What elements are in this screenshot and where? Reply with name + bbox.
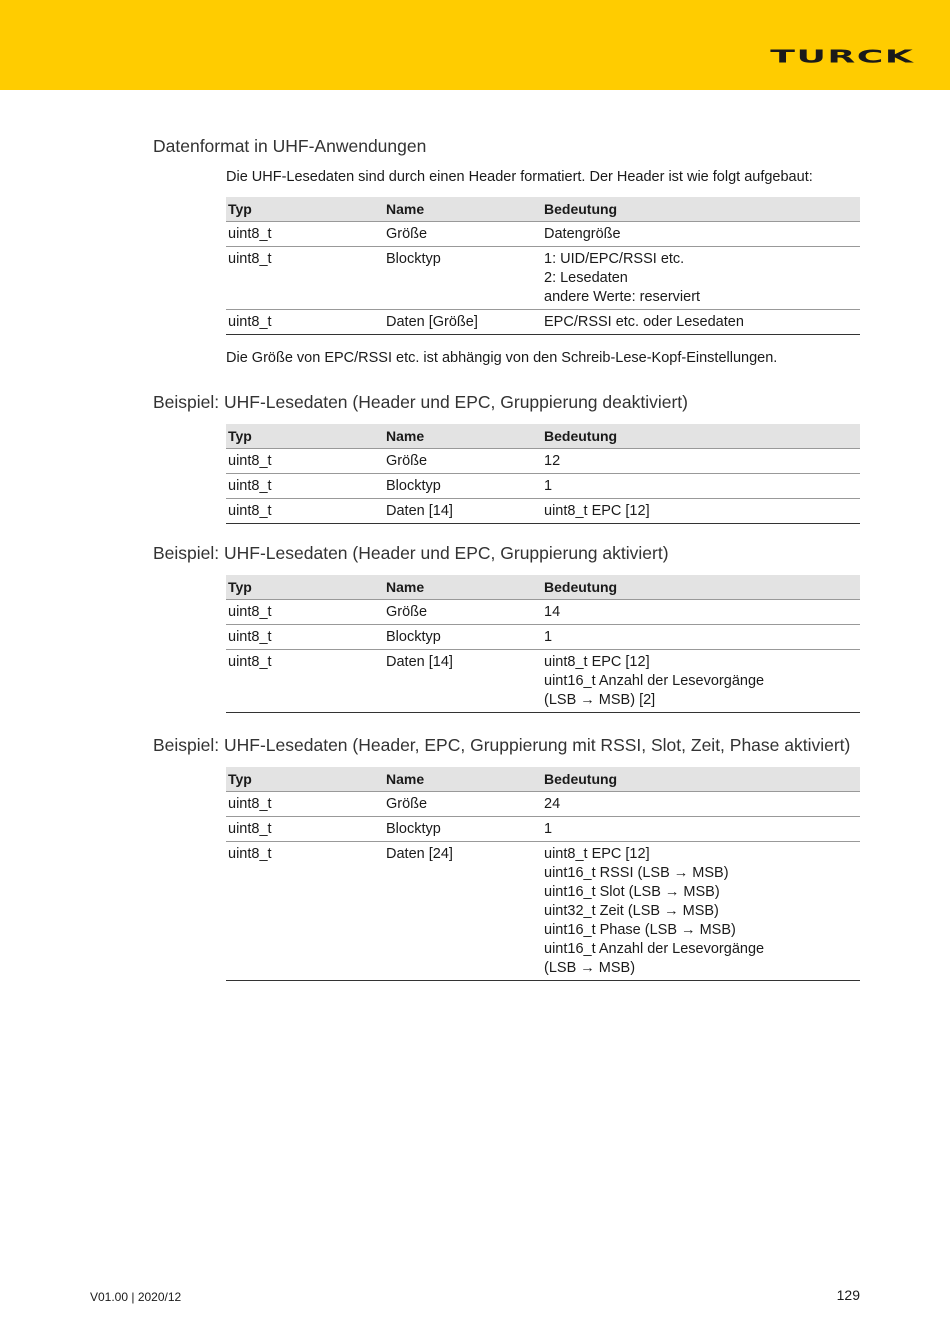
name-cell: Daten [24] — [384, 842, 542, 981]
meaning-cell — [542, 792, 860, 817]
meaning-cell — [542, 842, 860, 981]
meaning-cell — [542, 474, 860, 499]
meaning-line: (LSB → MSB) — [544, 960, 636, 976]
table-row — [226, 247, 860, 310]
name-cell: Größe — [384, 792, 542, 817]
section-heading: Datenformat in UHF-Anwendungen — [153, 136, 427, 156]
column-header: Name — [384, 424, 542, 449]
column-header: Bedeutung — [542, 197, 860, 222]
meaning-line: 2: Lesedaten — [544, 270, 628, 286]
example-table — [226, 767, 860, 981]
meaning-line: 24 — [544, 796, 561, 812]
column-header: Name — [384, 197, 542, 222]
turck-logo: TURCK — [769, 46, 914, 67]
type-cell: uint8_t — [226, 474, 384, 499]
name-cell: Daten [14] — [384, 650, 542, 713]
column-header: Bedeutung — [542, 767, 860, 792]
meaning-line: (LSB → MSB) [2] — [544, 692, 656, 708]
table-row — [226, 474, 860, 499]
table-row — [226, 499, 860, 524]
column-header: Bedeutung — [542, 575, 860, 600]
meaning-line: 1: UID/EPC/RSSI etc. — [544, 251, 685, 267]
type-cell: uint8_t — [226, 247, 384, 310]
table-header-row — [226, 575, 860, 600]
type-cell: uint8_t — [226, 222, 384, 247]
table-row — [226, 310, 860, 335]
table-row — [226, 650, 860, 713]
meaning-cell — [542, 499, 860, 524]
section-intro: Die UHF-Lesedaten sind durch einen Header formatiert. Der Header ist wie folgt aufgebaut: — [226, 169, 813, 185]
meaning-line: uint16_t Slot (LSB → MSB) — [544, 884, 720, 900]
meaning-cell — [542, 310, 860, 335]
table-row — [226, 449, 860, 474]
meaning-cell — [542, 449, 860, 474]
table-row — [226, 625, 860, 650]
meaning-line: uint32_t Zeit (LSB → MSB) — [544, 903, 719, 919]
name-cell: Blocktyp — [384, 817, 542, 842]
name-cell: Daten [14] — [384, 499, 542, 524]
type-cell: uint8_t — [226, 310, 384, 335]
column-header: Bedeutung — [542, 424, 860, 449]
column-header: Typ — [226, 767, 384, 792]
type-cell: uint8_t — [226, 625, 384, 650]
column-header: Typ — [226, 424, 384, 449]
type-cell: uint8_t — [226, 842, 384, 981]
table-header-row — [226, 767, 860, 792]
name-cell: Daten [Größe] — [384, 310, 542, 335]
table-row — [226, 792, 860, 817]
name-cell: Blocktyp — [384, 247, 542, 310]
meaning-line: uint8_t EPC [12] — [544, 503, 650, 519]
meaning-line: Datengröße — [544, 226, 621, 242]
name-cell: Blocktyp — [384, 474, 542, 499]
column-header: Typ — [226, 197, 384, 222]
meaning-cell — [542, 600, 860, 625]
name-cell: Blocktyp — [384, 625, 542, 650]
section-note: Die Größe von EPC/RSSI etc. ist abhängig von den Schreib-Lese-Kopf-Einstellungen. — [226, 350, 778, 366]
meaning-line: 14 — [544, 604, 561, 620]
section-heading: Beispiel: UHF-Lesedaten (Header und EPC, Gruppierung aktiviert) — [153, 543, 669, 563]
name-cell: Größe — [384, 449, 542, 474]
type-cell: uint8_t — [226, 650, 384, 713]
table-row — [226, 222, 860, 247]
column-header: Typ — [226, 575, 384, 600]
column-header: Name — [384, 575, 542, 600]
header-table — [226, 197, 860, 335]
type-cell: uint8_t — [226, 792, 384, 817]
meaning-cell — [542, 817, 860, 842]
table-header-row — [226, 424, 860, 449]
table-row — [226, 842, 860, 981]
document-version: V01.00 | 2020/12 — [90, 1290, 182, 1304]
type-cell: uint8_t — [226, 449, 384, 474]
meaning-line: 1 — [544, 629, 553, 645]
meaning-line: uint16_t Anzahl der Lesevorgänge — [544, 673, 765, 689]
page-number: 129 — [836, 1287, 860, 1303]
meaning-line: uint16_t RSSI (LSB → MSB) — [544, 865, 729, 881]
meaning-cell — [542, 650, 860, 713]
table-row — [226, 600, 860, 625]
column-header: Name — [384, 767, 542, 792]
meaning-line: 1 — [544, 478, 553, 494]
header-bar — [0, 0, 950, 90]
example-table — [226, 575, 860, 713]
section-heading: Beispiel: UHF-Lesedaten (Header und EPC, Gruppierung deaktiviert) — [153, 392, 688, 412]
type-cell: uint8_t — [226, 817, 384, 842]
name-cell: Größe — [384, 600, 542, 625]
type-cell: uint8_t — [226, 499, 384, 524]
example-table — [226, 424, 860, 524]
meaning-line: 12 — [544, 453, 561, 469]
name-cell: Größe — [384, 222, 542, 247]
meaning-line: andere Werte: reserviert — [544, 289, 701, 305]
meaning-line: uint16_t Anzahl der Lesevorgänge — [544, 941, 765, 957]
type-cell: uint8_t — [226, 600, 384, 625]
table-row — [226, 817, 860, 842]
meaning-line: EPC/RSSI etc. oder Lesedaten — [544, 314, 744, 330]
meaning-cell — [542, 247, 860, 310]
table-header-row — [226, 197, 860, 222]
meaning-cell — [542, 625, 860, 650]
meaning-line: uint16_t Phase (LSB → MSB) — [544, 922, 736, 938]
section-heading: Beispiel: UHF-Lesedaten (Header, EPC, Gruppierung mit RSSI, Slot, Zeit, Phase aktiviert) — [153, 735, 851, 755]
meaning-line: uint8_t EPC [12] — [544, 846, 650, 862]
meaning-line: uint8_t EPC [12] — [544, 654, 650, 670]
meaning-line: 1 — [544, 821, 553, 837]
meaning-cell — [542, 222, 860, 247]
